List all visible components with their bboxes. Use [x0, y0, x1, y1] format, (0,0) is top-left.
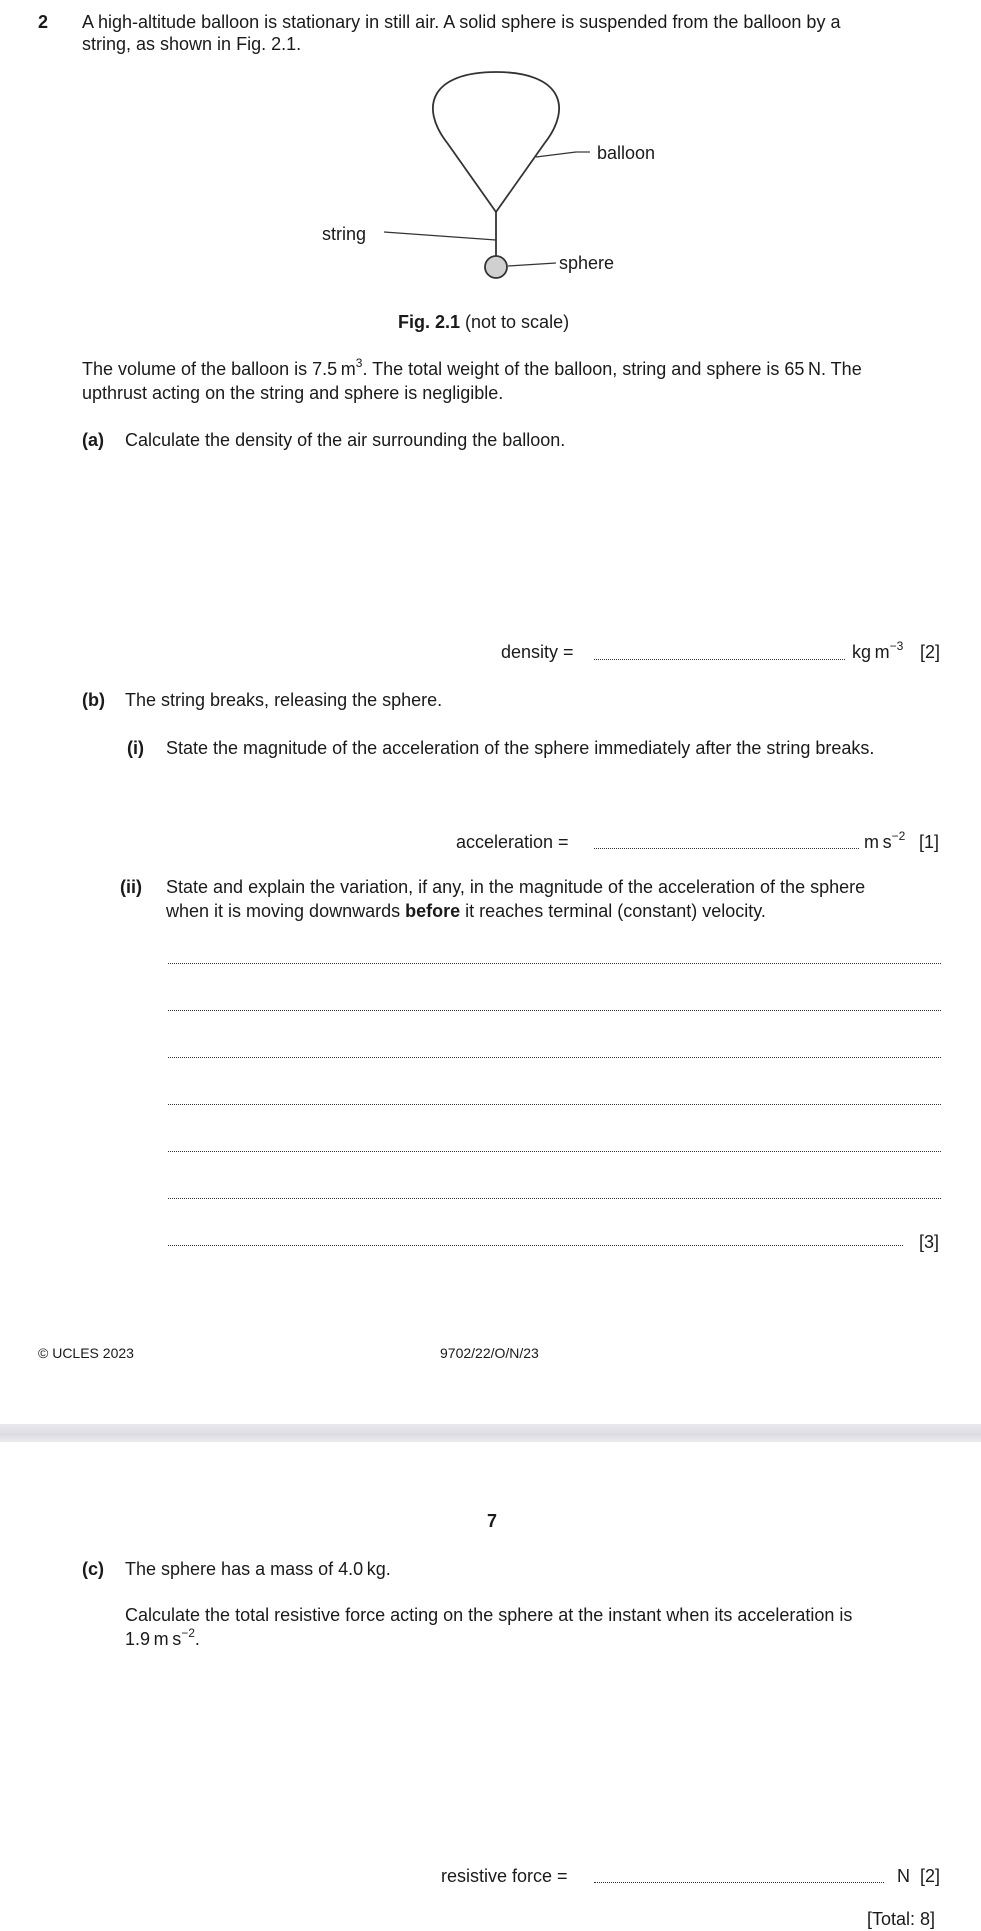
part-a-marks: [2] — [920, 642, 941, 662]
density-unit-sup: −3 — [889, 639, 904, 653]
question-intro-line1: A high-altitude balloon is stationary in still air. A solid sphere is suspended from the balloon by a — [82, 12, 841, 32]
density-unit-a: kg m — [852, 642, 890, 662]
figure-caption-bold: Fig. 2.1 — [398, 312, 461, 332]
answer-line[interactable] — [168, 1057, 941, 1058]
page-number: 7 — [487, 1511, 498, 1531]
part-b-ii-text-line2 — [166, 899, 766, 923]
part-c-line2-sup: −2 — [181, 1626, 195, 1640]
part-b-ii-marks: [3] — [919, 1232, 940, 1252]
footer-code: 9702/22/O/N/23 — [440, 1345, 539, 1361]
stem-line1 — [82, 357, 862, 381]
total-marks: [Total: 8] — [867, 1909, 936, 1929]
answer-line[interactable] — [168, 1010, 941, 1011]
label-sphere: sphere — [559, 253, 615, 273]
part-b-ii-line2-b: it reaches terminal (constant) velocity. — [465, 901, 766, 921]
page-separator — [0, 1424, 981, 1442]
figure-caption-rest: (not to scale) — [465, 312, 570, 332]
part-b-i-label: (i) — [127, 738, 144, 758]
resistive-force-answer-field[interactable] — [594, 1882, 884, 1883]
stem-line1-sup: 3 — [355, 356, 363, 370]
answer-line[interactable] — [168, 1104, 941, 1105]
part-b-i-marks: [1] — [919, 832, 940, 852]
figure-caption — [398, 310, 569, 334]
answer-line[interactable] — [168, 1245, 903, 1246]
part-c-line1: Calculate the total resistive force acting on the sphere at the instant when its acceleration is — [125, 1605, 853, 1625]
answer-line[interactable] — [168, 1198, 941, 1199]
part-b-label: (b) — [82, 690, 105, 710]
part-b-ii-text-line1: State and explain the variation, if any, in the magnitude of the acceleration of the sphere — [166, 877, 866, 897]
stem-line1-b: . The total weight of the balloon, string and sphere is 65 N. The — [362, 359, 862, 379]
part-b-ii-label: (ii) — [120, 877, 142, 897]
resistive-force-unit: N — [897, 1866, 910, 1886]
part-c-line2-a: 1.9 m s — [125, 1629, 182, 1649]
part-a-text: Calculate the density of the air surrounding the balloon. — [125, 430, 566, 450]
part-b-text: The string breaks, releasing the sphere. — [125, 690, 443, 710]
balloon-figure — [300, 68, 680, 288]
string-leader-line — [384, 232, 496, 240]
part-c-label: (c) — [82, 1559, 104, 1579]
sphere-leader-line — [508, 263, 556, 266]
acceleration-unit-sup: −2 — [891, 829, 906, 843]
answer-line[interactable] — [168, 1151, 941, 1152]
part-c-line2-b: . — [194, 1629, 200, 1649]
balloon-outline — [433, 72, 559, 212]
density-unit — [852, 640, 903, 664]
part-c-marks: [2] — [920, 1866, 941, 1886]
stem-line1-a: The volume of the balloon is 7.5 m — [82, 359, 356, 379]
sphere-shape — [485, 256, 507, 278]
part-c-line2 — [125, 1627, 200, 1651]
resistive-force-answer-label: resistive force = — [441, 1866, 568, 1886]
part-b-i-text: State the magnitude of the acceleration of the sphere immediately after the string breaks. — [166, 738, 875, 758]
density-answer-field[interactable] — [594, 659, 845, 660]
acceleration-answer-field[interactable] — [594, 848, 859, 849]
label-string: string — [322, 224, 367, 244]
label-balloon: balloon — [597, 143, 656, 163]
part-a-label: (a) — [82, 430, 104, 450]
answer-line[interactable] — [168, 963, 941, 964]
acceleration-unit-a: m s — [864, 832, 892, 852]
question-number: 2 — [38, 12, 49, 32]
balloon-leader-line-2 — [536, 152, 576, 157]
acceleration-answer-label: acceleration = — [456, 832, 569, 852]
part-b-ii-line2-a: when it is moving downwards — [166, 901, 401, 921]
part-b-ii-line2-bold: before — [405, 901, 461, 921]
density-answer-label: density = — [501, 642, 574, 662]
footer-copyright: © UCLES 2023 — [38, 1345, 134, 1361]
part-c-text: The sphere has a mass of 4.0 kg. — [125, 1559, 391, 1579]
acceleration-unit — [864, 830, 905, 854]
stem-line2: upthrust acting on the string and sphere is negligible. — [82, 383, 504, 403]
question-intro-line2: string, as shown in Fig. 2.1. — [82, 34, 302, 54]
